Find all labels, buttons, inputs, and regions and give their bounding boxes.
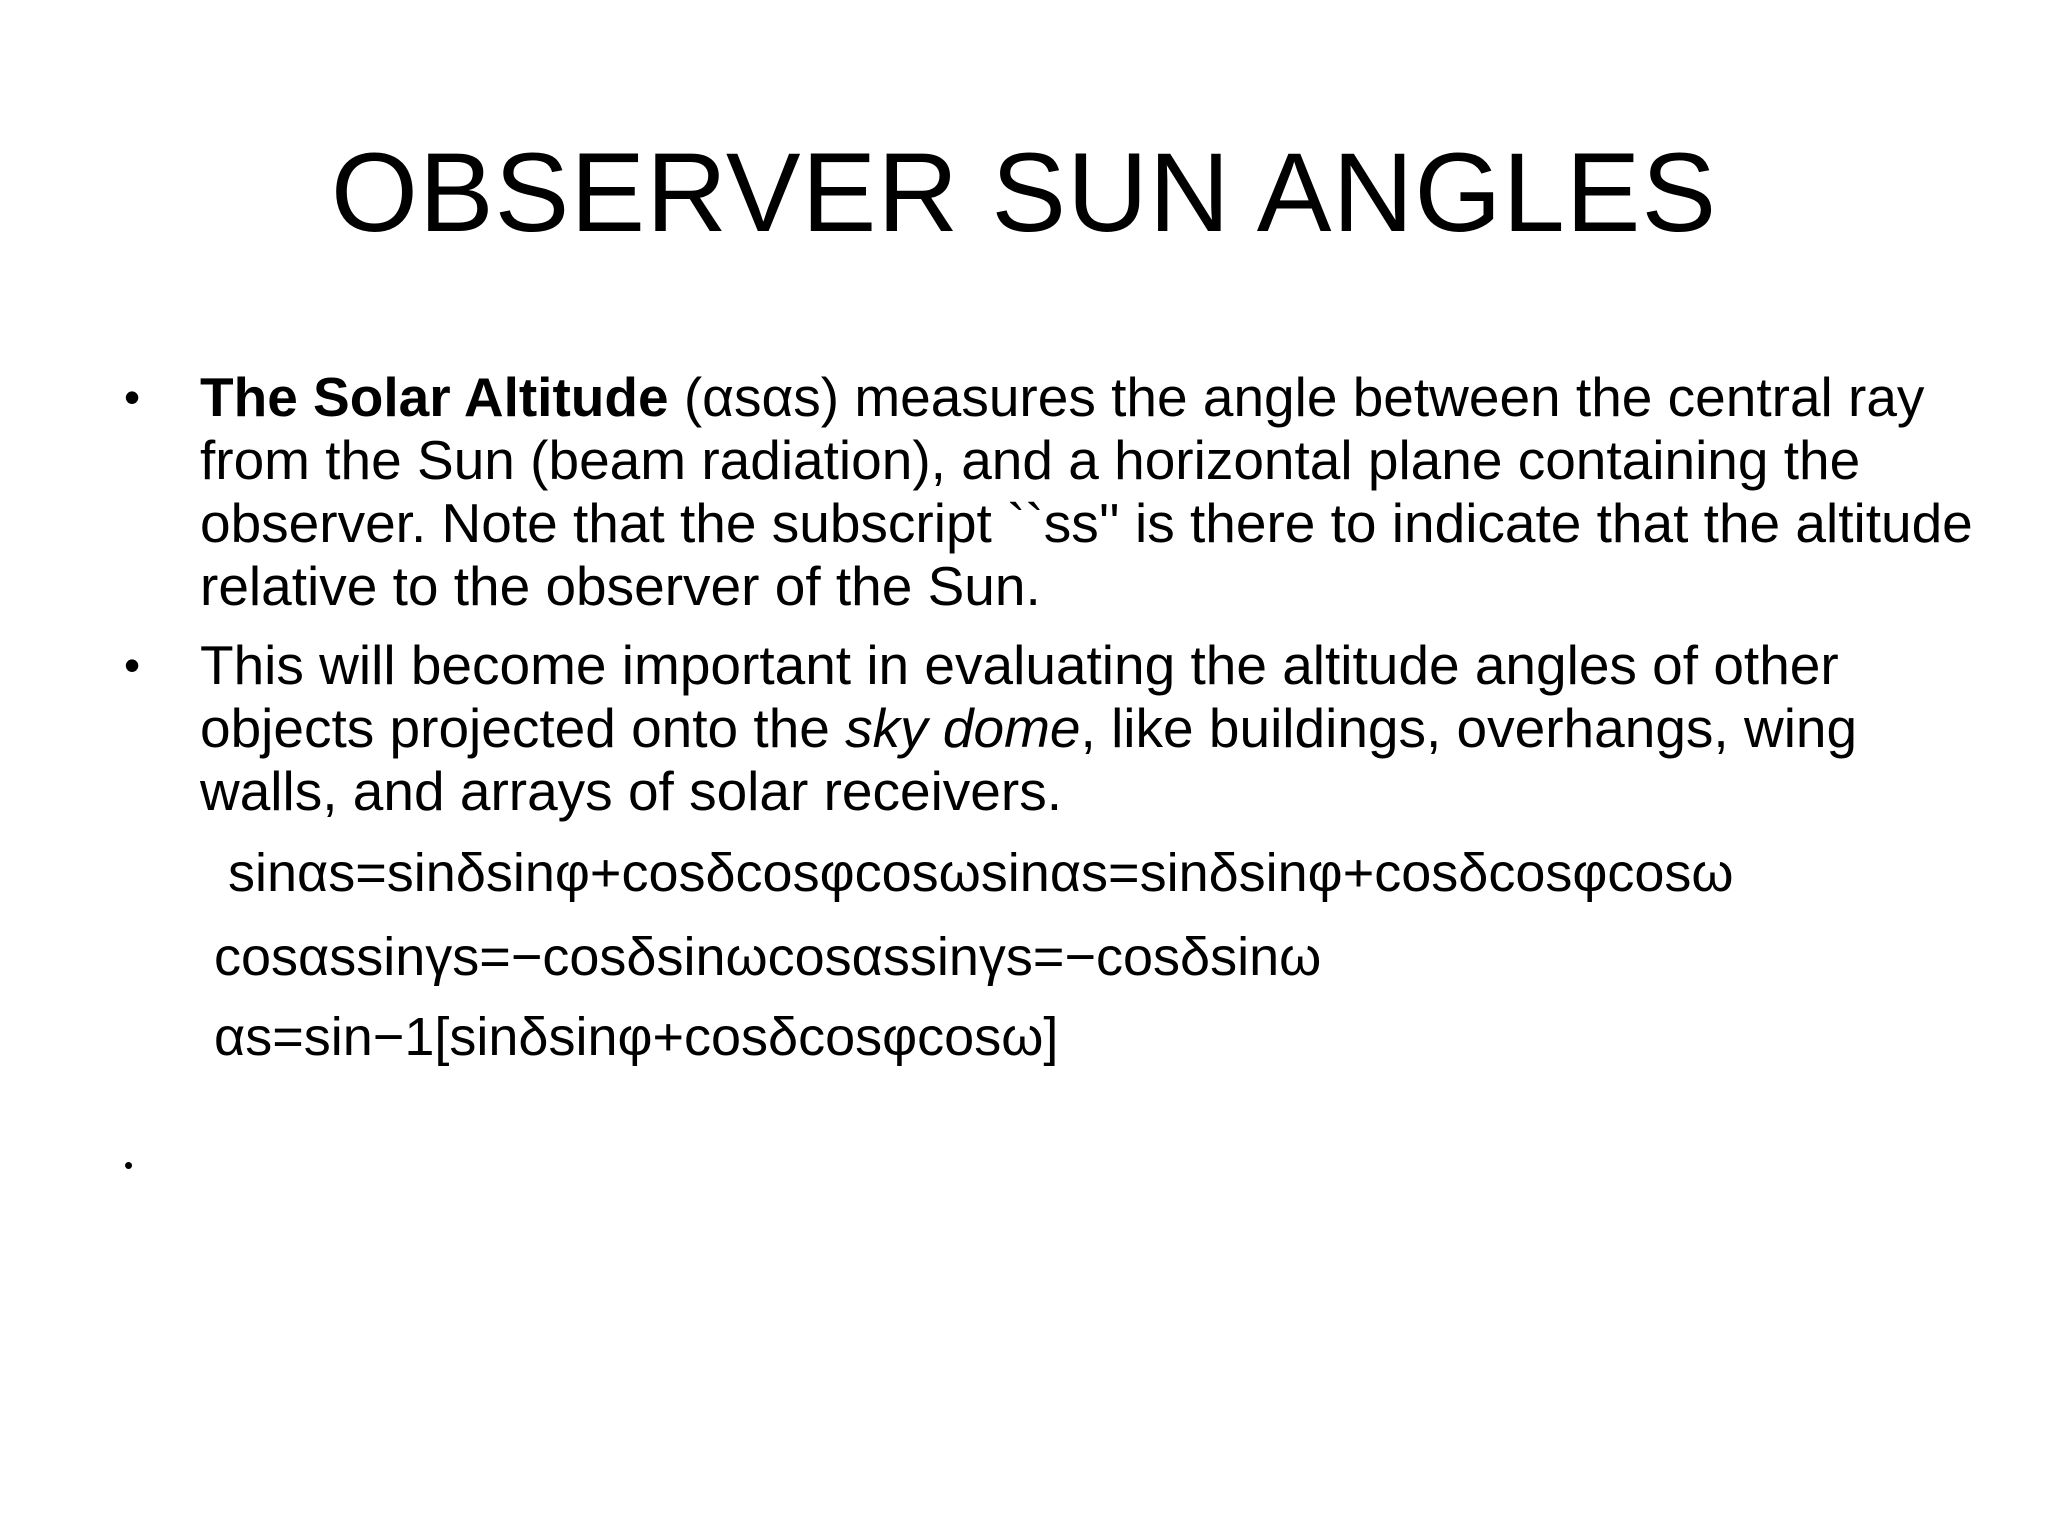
bullet-sky-dome bbox=[124, 634, 1980, 823]
bullet-italic-term: sky dome bbox=[845, 697, 1081, 759]
equation-sin-altitude: sinαs=sinδsinφ+cosδcosφcosωsinαs=sinδsinφ+cosδcosφcosω bbox=[228, 843, 1734, 903]
bullet-marker: • bbox=[124, 371, 141, 423]
bullet-text: (αsαs) measures the angle between the central ray from the Sun (beam radiation), and a horizontal plane containing the observer. Note that the subscript ``ss'' is there to indicate that the altitude relative to the observer of the Sun. bbox=[200, 366, 1973, 617]
bullet-solar-altitude bbox=[124, 366, 1980, 618]
bullet-marker: • bbox=[124, 639, 141, 691]
equation-cos-azimuth: cosαssinγs=−cosδsinωcosαssinγs=−cosδsinω bbox=[214, 927, 1322, 987]
slide-title: OBSERVER SUN ANGLES bbox=[330, 130, 1718, 255]
bullet-marker: • bbox=[124, 1150, 134, 1180]
bullet-text-after: , like buildings, overhangs, wing walls, and arrays of solar receivers. bbox=[200, 697, 1858, 822]
bullet-bold-lead: The Solar Altitude bbox=[200, 366, 669, 428]
equation-altitude-arcsin: αs=sin−1[sinδsinφ+cosδcosφcosω] bbox=[214, 1007, 1059, 1067]
bullet-text-before: This will become important in evaluating the altitude angles of other objects projected onto the bbox=[200, 634, 1839, 759]
